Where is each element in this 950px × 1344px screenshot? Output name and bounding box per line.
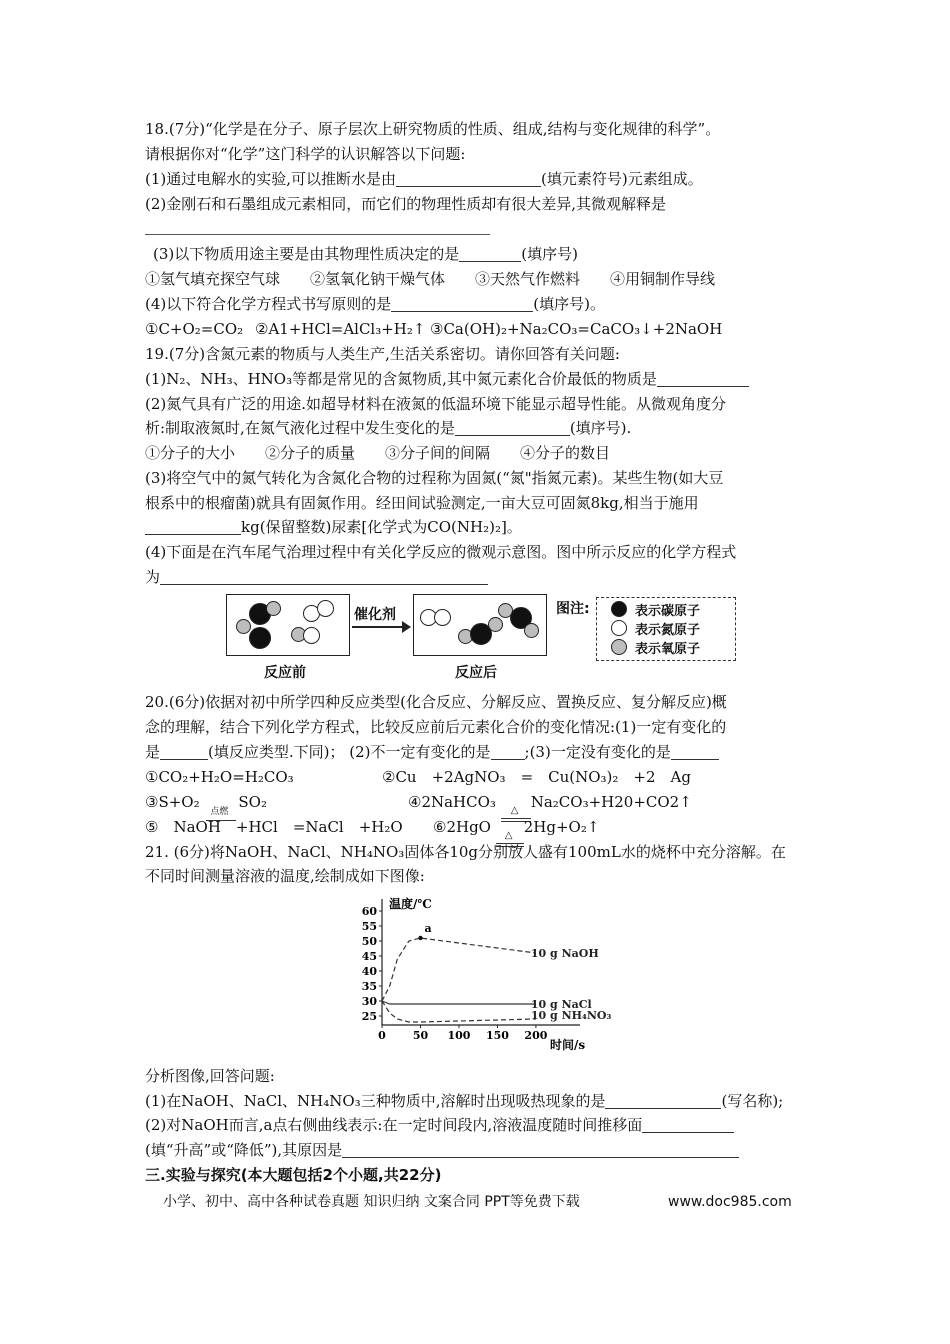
q21-part-3: (填“升高”或“降低”),其原因是 — [145, 1139, 739, 1161]
temperature-chart — [345, 893, 615, 1055]
q20-eq-5: ⑤ NaOH +HCl =NaCl +H₂O — [145, 818, 403, 836]
y-tick-label: 25 — [361, 1010, 377, 1023]
q20-line-2: 念的理解，结合下列化学方程式，比较反应前后元素化合价的变化情况:(1)一定有变化的 — [145, 718, 727, 736]
legend-nitrogen: 表示氮原子 — [635, 623, 701, 638]
q21-part-2: (2)对NaOH而言,a点右侧曲线表示:在一定时间段内,溶液温度随时间推移面 — [145, 1114, 734, 1136]
section-3-heading: 三.实验与探究(本大题包括2个小题,共22分) — [145, 1166, 442, 1184]
q20-eq-6: ⑥2HgO △ 2Hg+O₂↑ — [433, 816, 599, 838]
q19-part-3b: 根系中的根瘤菌)就具有固氮作用。经田间试验测定,一亩大豆可固氮8kg,相当于施用 — [145, 494, 699, 512]
answer-blank[interactable] — [145, 518, 241, 535]
series-line-1 — [382, 1001, 536, 1004]
q18-equations: ①C+O₂=CO₂ ②A1+HCl=AlCl₃+H₂↑ ③Ca(OH)₂+Na₂CO₃=CaCO₃↓+2NaOH — [145, 320, 723, 338]
answer-blank[interactable] — [605, 1092, 721, 1109]
y-axis-label: 温度/℃ — [389, 897, 432, 911]
oxygen-atom — [236, 619, 251, 634]
q19-part-4a: (4)下面是在汽车尾气治理过程中有关化学反应的微观示意图。图中所示反应的化学方程式 — [145, 543, 737, 561]
series-line-0 — [382, 938, 536, 1001]
y-tick-label: 45 — [361, 950, 377, 963]
arrow-head-icon — [402, 621, 411, 633]
answer-blank[interactable] — [642, 1116, 734, 1133]
q20-eq-2: ②Cu +2AgNO₃ = Cu(NO₃)₂ +2 Ag — [382, 768, 691, 786]
y-tick-label: 40 — [361, 965, 377, 978]
q18-part-2: (2)金刚石和石墨组成元素相同，而它们的物理性质却有很大差异,其微观解释是 — [145, 195, 667, 213]
legend-carbon: 表示碳原子 — [635, 604, 701, 619]
oxygen-legend-icon — [611, 639, 627, 655]
after-label: 反应后 — [455, 665, 497, 681]
answer-blank[interactable] — [671, 743, 719, 760]
q20-line-1: 20.(6分)依据对初中所学四种反应类型(化合反应、分解反应、置换反应、复分解反应)概 — [145, 693, 727, 711]
x-tick-label: 0 — [378, 1029, 386, 1042]
footer-text: 小学、初中、高中各种试卷真题 知识归纳 文案合同 PPT等免费下载 — [163, 1194, 580, 1210]
q19-stem: 19.(7分)含氮元素的物质与人类生产,生活关系密切。请你回答有关问题: — [145, 345, 620, 363]
y-tick-label: 60 — [361, 905, 377, 918]
q18-part-1: (1)通过电解水的实验,可以推断水是由 (填元素符号)元素组成。 — [145, 170, 703, 188]
q21-analysis: 分析图像,回答问题: — [145, 1067, 275, 1085]
point-a — [418, 936, 422, 940]
q19-part-2b: 析:制取液氮时,在氮气液化过程中发生变化的是 (填序号). — [145, 419, 632, 437]
q19-part-4b: 为 — [145, 566, 488, 588]
nitrogen-atom — [317, 600, 334, 617]
answer-blank[interactable] — [391, 295, 533, 312]
q20-eq-1: ①CO₂+H₂O=H₂CO₃ — [145, 768, 294, 786]
after-box — [413, 594, 547, 656]
q19-part-1: (1)N₂、NH₃、HNO₃等都是常见的含氮物质,其中氮元素化合价最低的物质是 — [145, 368, 749, 390]
q19-part-2a: (2)氮气具有广泛的用途.如超导材料在液氮的低温环境下能显示超导性能。从微观角度分 — [145, 395, 727, 413]
q21-part-1: (1)在NaOH、NaCl、NH₄NO₃三种物质中,溶解时出现吸热现象的是 (写名称); — [145, 1092, 784, 1110]
answer-blank[interactable] — [455, 419, 570, 436]
q18-options: ①氢气填充探空气球 ②氢氧化钠干燥气体 ③天然气作燃料 ④用铜制作导线 — [145, 270, 716, 288]
nitrogen-atom — [434, 609, 451, 626]
answer-blank[interactable] — [459, 245, 521, 262]
series-label: 10 g NH₄NO₃ — [530, 1009, 612, 1022]
q18-stem-1: 18.(7分)“化学是在分子、原子层次上研究物质的性质、组成,结构与变化规律的科学”。 — [145, 120, 721, 138]
x-tick-label: 50 — [412, 1029, 429, 1042]
x-axis-label: 时间/s — [550, 1038, 586, 1052]
nitrogen-atom — [303, 627, 320, 644]
before-label: 反应前 — [264, 665, 306, 681]
q19-part-3c: kg(保留整数)尿素[化学式为CO(NH₂)₂]。 — [145, 516, 522, 538]
x-tick-label: 150 — [485, 1029, 509, 1042]
q21-line-2: 不同时间测量溶液的温度,绘制成如下图像: — [145, 867, 425, 885]
answer-line[interactable] — [145, 234, 490, 235]
y-tick-label: 30 — [361, 995, 377, 1008]
legend-box — [596, 597, 736, 661]
answer-blank[interactable] — [491, 743, 525, 760]
series-label: 10 g NaCl — [530, 998, 592, 1011]
footer-url[interactable]: www.doc985.com — [668, 1194, 792, 1210]
y-tick-label: 35 — [361, 980, 377, 993]
oxygen-atom — [266, 601, 281, 616]
q18-part-3: (3)以下物质用途主要是由其物理性质决定的是 (填序号) — [153, 245, 578, 263]
q19-options: ①分子的大小 ②分子的质量 ③分子间的间隔 ④分子的数目 — [145, 444, 611, 462]
point-a-label: a — [424, 922, 432, 935]
q21-line-1: 21. (6分)将NaOH、NaCl、NH₄NO₃固体各10g分别放人盛有100mL水的烧杯中充分溶解。在 — [145, 843, 786, 861]
legend-title: 图注: — [556, 601, 590, 617]
nitrogen-legend-icon — [611, 620, 627, 636]
q20-eq-4: ④2NaHCO₃ △ Na₂CO₃+H20+CO2↑ — [408, 791, 692, 813]
oxygen-atom — [524, 623, 539, 638]
answer-blank[interactable] — [160, 568, 488, 585]
q20-eq-3: ③S+O₂ 点燃 SO₂ — [145, 791, 267, 813]
before-box — [226, 594, 350, 656]
x-tick-label: 100 — [447, 1029, 471, 1042]
carbon-atom — [249, 627, 271, 649]
answer-blank[interactable] — [396, 170, 541, 187]
answer-blank[interactable] — [657, 370, 749, 387]
q18-part-4: (4)以下符合化学方程式书写原则的是 (填序号)。 — [145, 295, 605, 313]
q19-part-3a: (3)将空气中的氮气转化为含氮化合物的过程称为固氮(“氮"指氮元素)。某些生物(如大豆 — [145, 469, 724, 487]
x-tick-label: 200 — [524, 1029, 548, 1042]
series-label: 10 g NaOH — [530, 947, 599, 960]
catalyst-label: 催化剂 — [354, 607, 396, 623]
legend-oxygen: 表示氧原子 — [635, 642, 701, 657]
oxygen-atom — [488, 617, 503, 632]
y-tick-label: 50 — [361, 935, 377, 948]
reaction-arrow — [352, 626, 408, 628]
q18-stem-2: 请根据你对“化学”这门科学的认识解答以下问题: — [145, 145, 466, 163]
y-tick-label: 55 — [361, 920, 377, 933]
q20-line-3: 是 (填反应类型.下同)； (2)不一定有变化的是 ;(3)一定没有变化的是 — [145, 741, 719, 763]
carbon-legend-icon — [611, 601, 627, 617]
answer-blank[interactable] — [160, 743, 208, 760]
answer-blank[interactable] — [342, 1141, 739, 1158]
